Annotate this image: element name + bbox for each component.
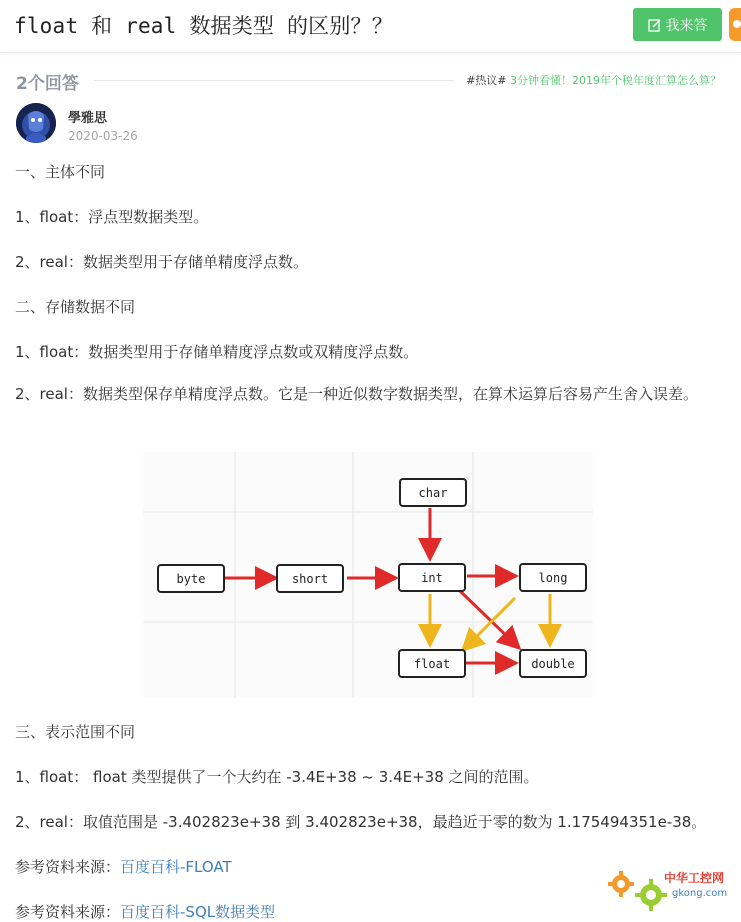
- answers-count: 2个回答: [16, 74, 79, 94]
- gear-icon: [608, 871, 634, 897]
- node-double: [520, 650, 586, 677]
- node-int: [399, 564, 465, 591]
- paragraph: 2、real：数据类型保存单精度浮点数。它是一种近似数字数据类型，在算术运算后容易产生舍入误差。: [15, 385, 698, 403]
- paragraph: 2、real：取值范围是 -3.402823e+38 到 3.402823e+38，最趋近于零的数为 1.175494351e-38。: [15, 813, 707, 831]
- answers-count-row: [16, 68, 721, 92]
- node-byte: [158, 565, 224, 592]
- paragraph: 1、float：浮点型数据类型。: [15, 208, 209, 226]
- type-conversion-diagram: [143, 452, 593, 698]
- reference-link-float[interactable]: 百度百科-FLOAT: [120, 858, 232, 876]
- node-short-label: short: [291, 572, 329, 586]
- answer-button-label: 我来答: [665, 17, 708, 34]
- paragraph: 2、real：数据类型用于存储单精度浮点数。: [15, 253, 308, 271]
- section-heading: 三、表示范围不同: [15, 723, 136, 741]
- reference-prefix: 参考资料来源：: [15, 903, 121, 921]
- reference: [15, 856, 232, 877]
- node-byte-label: byte: [176, 572, 206, 586]
- author-name[interactable]: 學雅思: [68, 111, 108, 126]
- paragraph: 1、float： float 类型提供了一个大约在 -3.4E+38 ~ 3.4E+38 之间的范围。: [15, 768, 539, 786]
- section-heading: 二、存储数据不同: [15, 298, 136, 316]
- node-long-label: long: [538, 571, 568, 585]
- hot-topic: [466, 72, 721, 88]
- watermark-en: gkong.com: [672, 888, 728, 899]
- reference-link-sql[interactable]: 百度百科-SQL数据类型: [120, 903, 276, 921]
- hot-topic-link[interactable]: 3分钟看懂！2019年个税年度汇算怎么算？: [510, 74, 721, 87]
- reference: [15, 901, 275, 922]
- node-long: [520, 564, 586, 591]
- watermark-cn: 中华工控网: [664, 871, 725, 885]
- question-header: [0, 0, 741, 53]
- node-char-label: char: [418, 486, 448, 500]
- node-char: [400, 479, 466, 506]
- node-double-label: double: [531, 657, 575, 671]
- divider: [94, 80, 454, 81]
- gkong-watermark: [606, 862, 736, 916]
- node-int-label: int: [421, 571, 443, 585]
- arrow-int-double: [459, 590, 517, 646]
- side-float-tab[interactable]: [729, 8, 741, 41]
- reference-prefix: 参考资料来源：: [15, 858, 121, 876]
- node-short: [277, 565, 343, 592]
- edit-icon: [648, 18, 662, 32]
- question-title: float 和 real 数据类型 的区别？？: [14, 14, 393, 38]
- section-heading: 一、主体不同: [15, 163, 106, 181]
- node-float-label: float: [413, 657, 451, 671]
- avatar[interactable]: [16, 103, 56, 143]
- node-float: [399, 650, 465, 677]
- paragraph: 1、float：数据类型用于存储单精度浮点数或双精度浮点数。: [15, 343, 419, 361]
- answer-button[interactable]: [633, 8, 722, 41]
- answer-date: 2020-03-26: [68, 129, 138, 143]
- hot-tag: #热议#: [466, 74, 507, 87]
- gear-icon: [635, 879, 667, 911]
